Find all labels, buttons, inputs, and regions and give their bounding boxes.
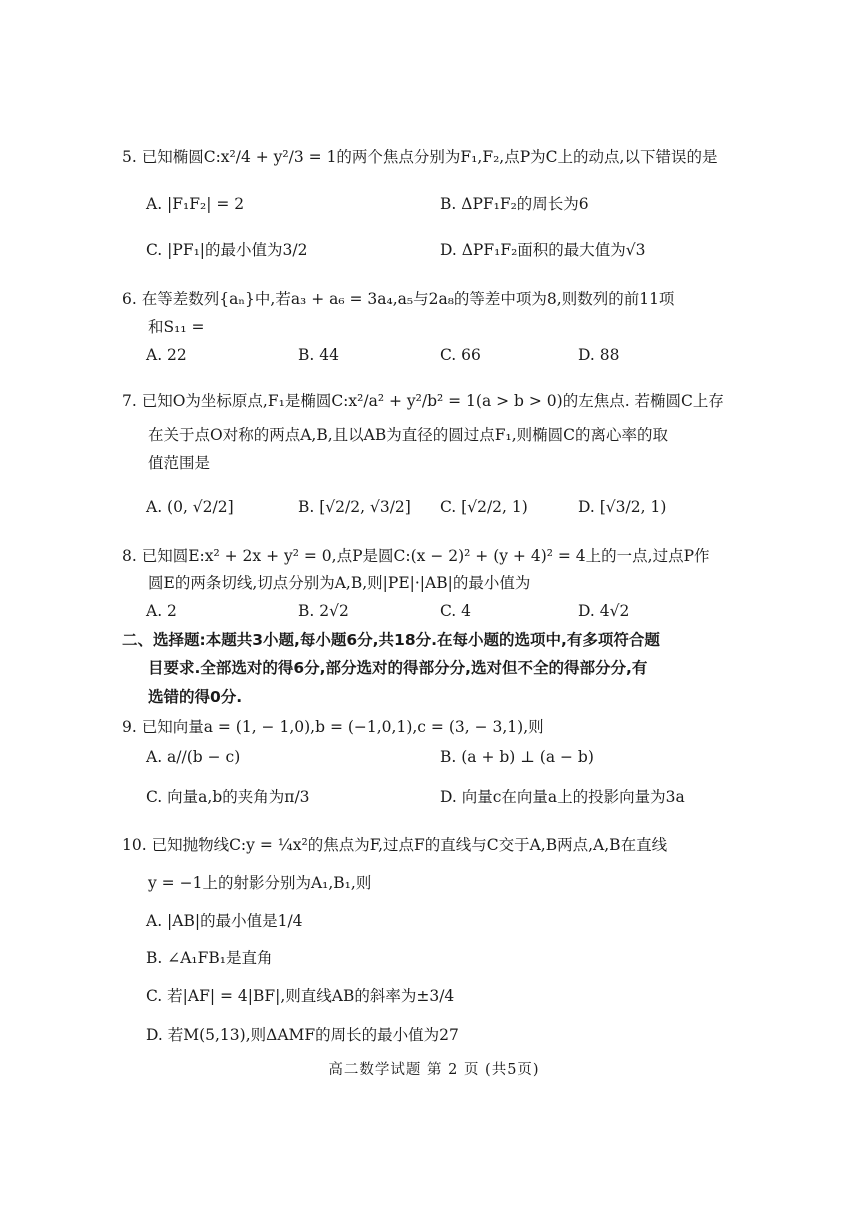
q10-stem-line-1: 10. 已知抛物线C:y = ¼x²的焦点为F,过点F的直线与C交于A,B两点,A,B在直线 [122, 836, 668, 854]
q6-option-d: D. 88 [578, 346, 620, 364]
q8-option-b: B. 2√2 [298, 602, 349, 620]
q10-option-a: A. |AB|的最小值是1/4 [146, 912, 303, 930]
q9-stem: 9. 已知向量a = (1, − 1,0),b = (−1,0,1),c = (3, − 3,1),则 [122, 718, 544, 736]
q5-option-b: B. ΔPF₁F₂的周长为6 [440, 195, 589, 213]
q7-option-b: B. [√2/2, √3/2] [298, 498, 411, 516]
q6-option-c: C. 66 [440, 346, 481, 364]
q9-option-a: A. a//(b − c) [146, 748, 241, 766]
q9-option-c: C. 向量a,b的夹角为π/3 [146, 788, 310, 806]
q8-option-d: D. 4√2 [578, 602, 630, 620]
q8-stem-line-2: 圆E的两条切线,切点分别为A,B,则|PE|·|AB|的最小值为 [148, 574, 531, 592]
q7-stem-line-1: 7. 已知O为坐标原点,F₁是椭圆C:x²/a² + y²/b² = 1(a > b > 0)的左焦点. 若椭圆C上存 [122, 392, 724, 410]
q7-option-a: A. (0, √2/2] [146, 498, 234, 516]
q8-stem-line-1: 8. 已知圆E:x² + 2x + y² = 0,点P是圆C:(x − 2)² + (y + 4)² = 4上的一点,过点P作 [122, 547, 710, 565]
q10-option-c: C. 若|AF| = 4|BF|,则直线AB的斜率为±3/4 [146, 987, 455, 1005]
q6-option-a: A. 22 [146, 346, 187, 364]
q7-option-d: D. [√3/2, 1) [578, 498, 667, 516]
q7-stem-line-2: 在关于点O对称的两点A,B,且以AB为直径的圆过点F₁,则椭圆C的离心率的取 [148, 426, 668, 444]
q8-option-a: A. 2 [146, 602, 177, 620]
section-2-heading-line-3: 选错的得0分. [148, 688, 243, 706]
q6-stem-line-1: 6. 在等差数列{aₙ}中,若a₃ + a₆ = 3a₄,a₅与2a₈的等差中项为8,则数列的前11项 [122, 290, 675, 308]
q9-option-b: B. (a + b) ⊥ (a − b) [440, 748, 594, 766]
q9-option-d: D. 向量c在向量a上的投影向量为3a [440, 788, 685, 806]
q10-option-d: D. 若M(5,13),则ΔAMF的周长的最小值为27 [146, 1026, 459, 1044]
q8-option-c: C. 4 [440, 602, 472, 620]
section-2-heading-line-1: 二、选择题:本题共3小题,每小题6分,共18分.在每小题的选项中,有多项符合题 [122, 631, 660, 649]
q6-option-b: B. 44 [298, 346, 339, 364]
q5-option-d: D. ΔPF₁F₂面积的最大值为√3 [440, 241, 646, 259]
q6-stem-line-2: 和S₁₁ = [148, 318, 205, 336]
page-footer: 高二数学试题 第 2 页 (共5页) [328, 1062, 540, 1078]
q10-option-b: B. ∠A₁FB₁是直角 [146, 949, 273, 967]
q10-stem-line-2: y = −1上的射影分别为A₁,B₁,则 [148, 874, 372, 892]
q5-option-a: A. |F₁F₂| = 2 [146, 195, 245, 213]
section-2-heading-line-2: 目要求.全部选对的得6分,部分选对的得部分分,选对但不全的得部分分,有 [148, 659, 648, 677]
q7-option-c: C. [√2/2, 1) [440, 498, 528, 516]
q7-stem-line-3: 值范围是 [148, 454, 211, 472]
q5-option-c: C. |PF₁|的最小值为3/2 [146, 241, 308, 259]
q5-stem: 5. 已知椭圆C:x²/4 + y²/3 = 1的两个焦点分别为F₁,F₂,点P为C上的动点,以下错误的是 [122, 148, 718, 166]
